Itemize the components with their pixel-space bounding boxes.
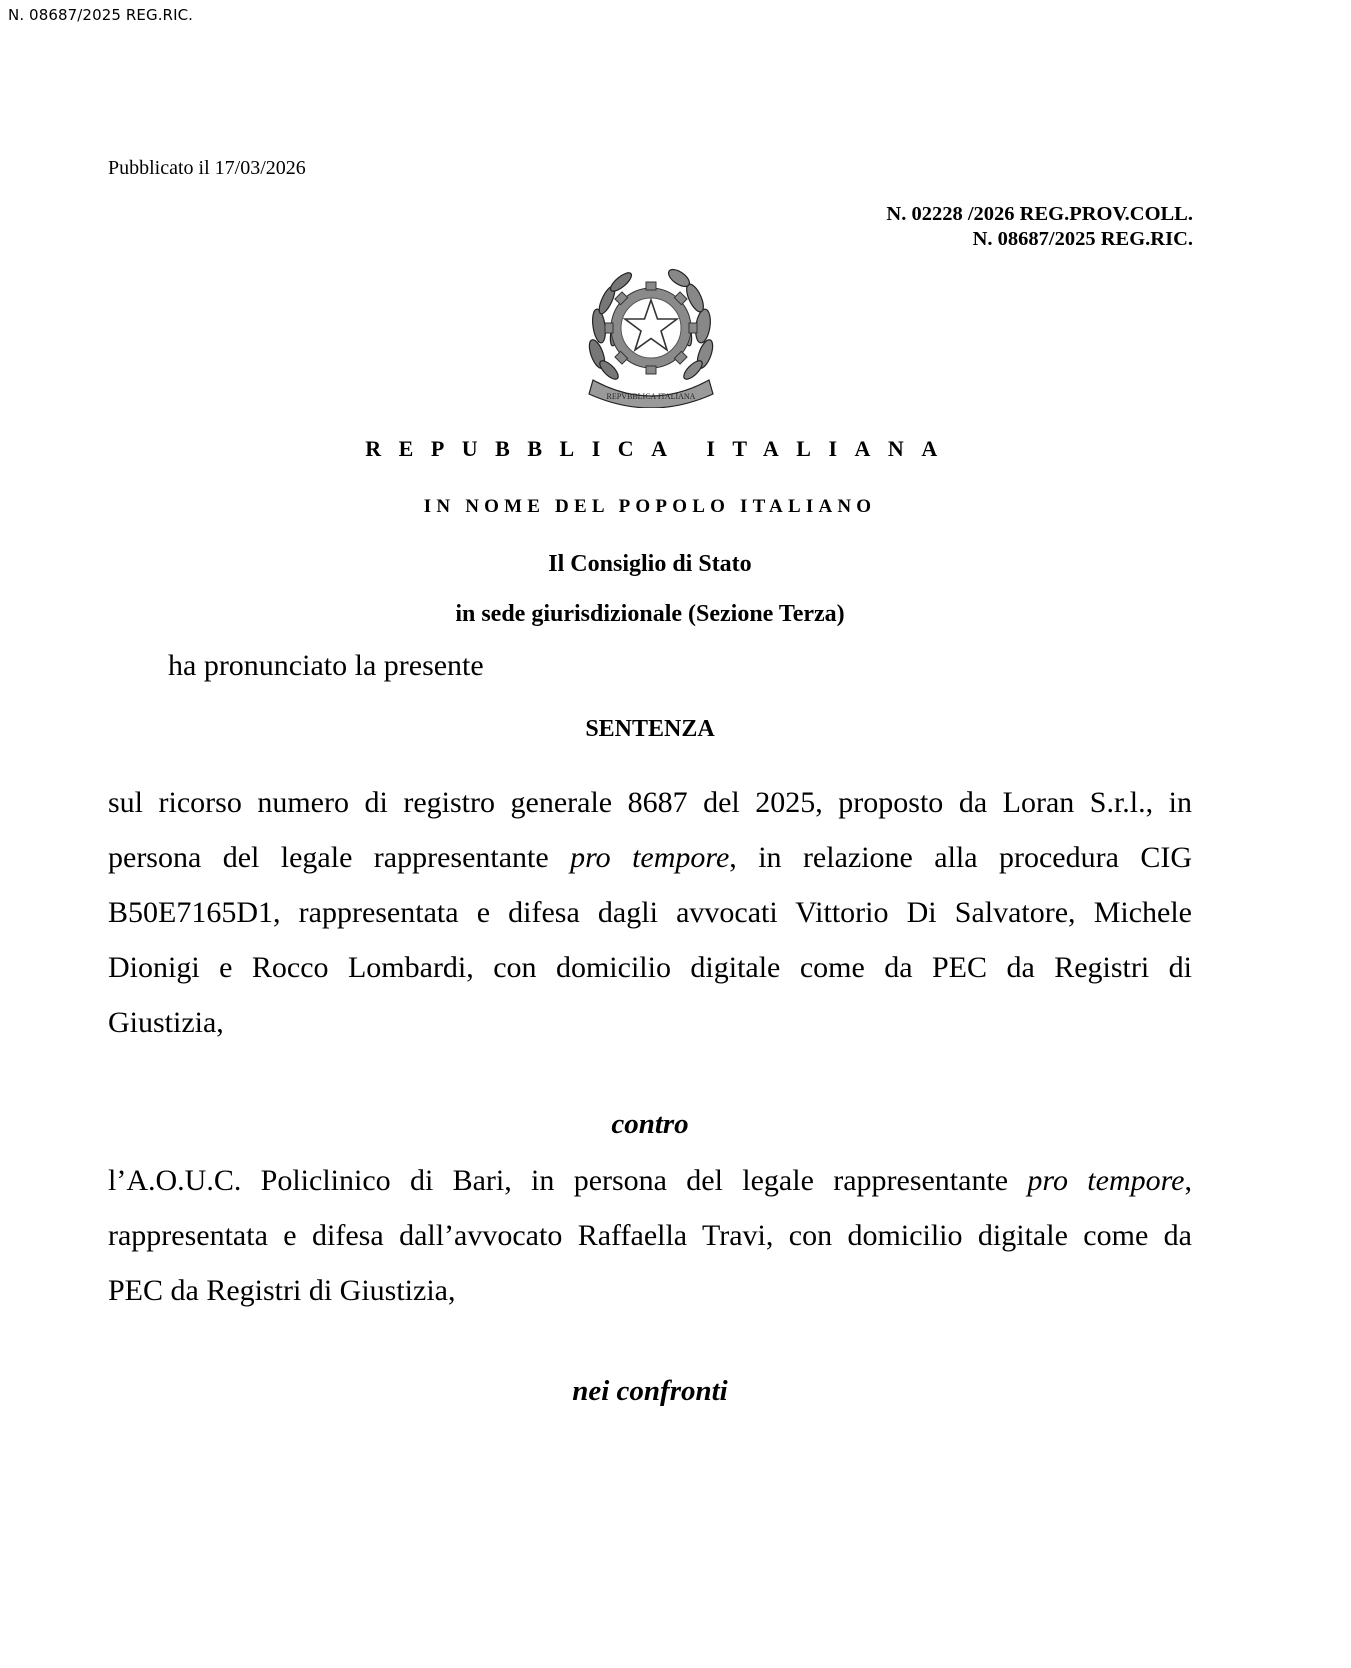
heading-republic: REPUBBLICA ITALIANA [365,436,955,461]
heading-contro: contro [611,1108,689,1140]
paragraph-line [108,885,1192,940]
intro-text: ha pronunciato la presente [168,649,484,682]
text-run: sul ricorso numero di registro generale 8687 del 2025, proposto da Loran S.r.l., in [108,786,1192,819]
reg-ric: N. 08687/2025 REG.RIC. [972,228,1193,250]
text-run: B50E7165D1, rappresentata e difesa dagli avvocati Vittorio Di Salvatore, Michele [108,896,1192,929]
heading-nei-confronti: nei confronti [572,1375,728,1407]
page-header-registry: N. 08687/2025 REG.RIC. [8,6,194,24]
paragraph-line [108,830,1192,885]
heading-section: in sede giurisdizionale (Sezione Terza) [455,601,845,627]
paragraph-line [108,1153,1192,1208]
paragraph-line [108,775,1192,830]
paragraph-ricorso [108,775,1192,1050]
text-run: , in relazione alla procedura CIG [729,841,1192,874]
text-run: Giustizia, [108,1006,224,1039]
text-run: Dionigi e Rocco Lombardi, con domicilio digitale come da PEC da Registri di [108,951,1192,984]
paragraph-line [108,1263,1192,1318]
text-run: , [1184,1164,1192,1197]
paragraph-line [108,995,1192,1050]
registry-numbers [886,202,1193,252]
text-run: persona del legale rappresentante [108,841,571,874]
paragraph-line [108,940,1192,995]
heading-people: IN NOME DEL POPOLO ITALIANO [423,496,877,517]
paragraph-line [108,1208,1192,1263]
reg-prov-coll: N. 02228 /2026 REG.PROV.COLL. [886,203,1193,225]
text-run: l’A.O.U.C. Policlinico di Bari, in persona del legale rappresentante [108,1164,1028,1197]
publication-date: Pubblicato il 17/03/2026 [108,157,306,179]
italian-republic-emblem-icon [585,262,717,408]
text-run: PEC da Registri di Giustizia, [108,1274,456,1307]
document-type: SENTENZA [585,716,715,742]
italic-text: pro tempore [1027,1164,1185,1197]
italic-text: pro tempore [570,841,730,874]
paragraph-contro [108,1153,1192,1318]
text-run: rappresentata e difesa dall’avvocato Raffaella Travi, con domicilio digitale come da [108,1219,1192,1252]
emblem-ribbon-text: REPVBBLICA ITALIANA [606,392,696,401]
heading-court: Il Consiglio di Stato [548,551,752,577]
